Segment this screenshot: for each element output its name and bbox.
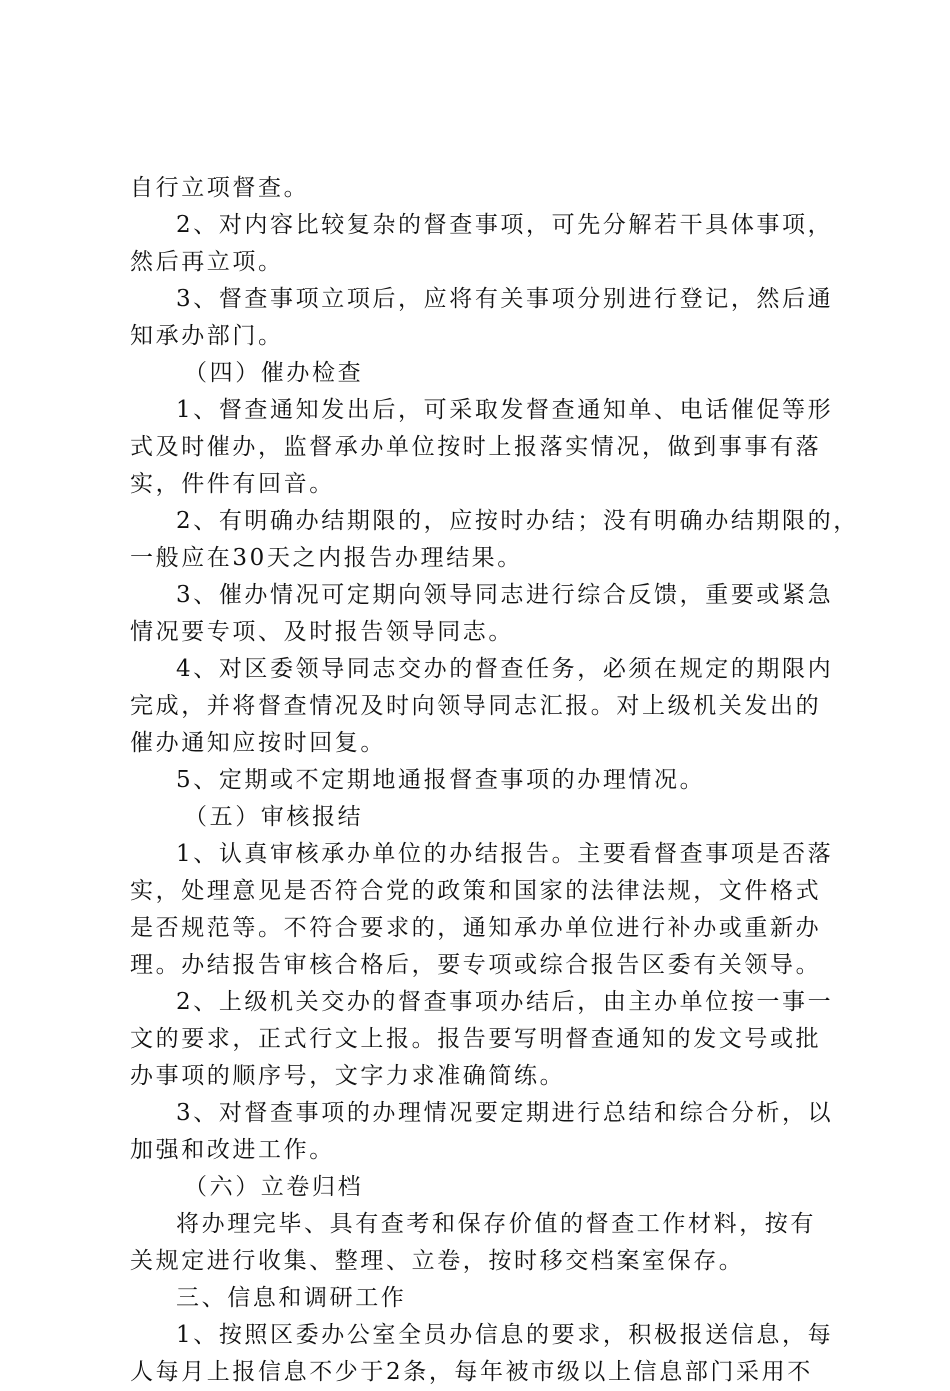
text-line: 文的要求，正式行文上报。报告要写明督查通知的发文号或批 xyxy=(130,1026,822,1052)
text-line: 实，件件有回音。 xyxy=(130,471,335,497)
text-line: 然后再立项。 xyxy=(130,249,284,275)
text-line: 办事项的顺序号，文字力求准确简练。 xyxy=(130,1063,566,1089)
text-line: 实，处理意见是否符合党的政策和国家的法律法规，文件格式 xyxy=(130,878,822,904)
text-line: 是否规范等。不符合要求的，通知承办单位进行补办或重新办 xyxy=(130,915,822,941)
document-body-text xyxy=(130,170,859,1391)
text-line: 2、对内容比较复杂的督查事项，可先分解若干具体事项， xyxy=(176,212,834,238)
text-line: 关规定进行收集、整理、立卷，按时移交档案室保存。 xyxy=(130,1248,745,1274)
text-line: 将办理完毕、具有查考和保存价值的督查工作材料，按有 xyxy=(176,1211,816,1237)
text-line: 3、对督查事项的办理情况要定期进行总结和综合分析，以 xyxy=(176,1100,834,1126)
text-line: 知承办部门。 xyxy=(130,323,284,349)
text-line: 3、督查事项立项后，应将有关事项分别进行登记，然后通 xyxy=(176,286,834,312)
text-line: （五）审核报结 xyxy=(184,804,364,830)
text-line: 催办通知应按时回复。 xyxy=(130,730,386,756)
text-line: 三、信息和调研工作 xyxy=(176,1285,407,1311)
text-line: 3、催办情况可定期向领导同志进行综合反馈，重要或紧急 xyxy=(176,582,834,608)
text-line: 1、督查通知发出后，可采取发督查通知单、电话催促等形 xyxy=(176,397,834,423)
text-line: 一般应在30天之内报告办理结果。 xyxy=(130,545,523,571)
text-line: 5、定期或不定期地通报督查事项的办理情况。 xyxy=(176,767,706,793)
text-line: 2、上级机关交办的督查事项办结后，由主办单位按一事一 xyxy=(176,989,834,1015)
text-line: 人每月上报信息不少于2条，每年被市级以上信息部门采用不 xyxy=(130,1359,813,1385)
text-line: 4、对区委领导同志交办的督查任务，必须在规定的期限内 xyxy=(176,656,834,682)
text-line: 自行立项督查。 xyxy=(130,175,310,201)
text-line: 完成，并将督查情况及时向领导同志汇报。对上级机关发出的 xyxy=(130,693,822,719)
text-line: 加强和改进工作。 xyxy=(130,1137,335,1163)
text-line: （六）立卷归档 xyxy=(184,1174,364,1200)
text-line: （四）催办检查 xyxy=(184,360,364,386)
text-line: 2、有明确办结期限的，应按时办结；没有明确办结期限的， xyxy=(176,508,859,534)
text-line: 情况要专项、及时报告领导同志。 xyxy=(130,619,514,645)
text-line: 1、认真审核承办单位的办结报告。主要看督查事项是否落 xyxy=(176,841,834,867)
text-line: 理。办结报告审核合格后，要专项或综合报告区委有关领导。 xyxy=(130,952,822,978)
text-line: 式及时催办，监督承办单位按时上报落实情况，做到事事有落 xyxy=(130,434,822,460)
text-line: 1、按照区委办公室全员办信息的要求，积极报送信息，每 xyxy=(176,1322,834,1348)
